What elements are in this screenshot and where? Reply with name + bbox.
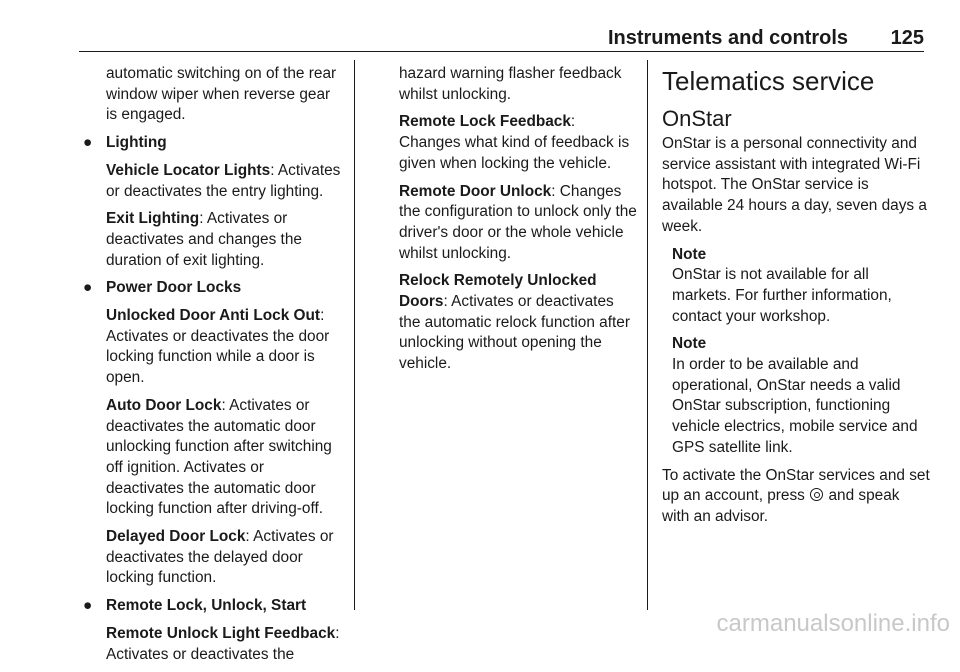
term: Unlocked Door Anti Lock Out [106, 307, 321, 325]
column-divider-2 [647, 60, 648, 610]
text: and speak with an advisor. [662, 487, 900, 525]
note [662, 334, 930, 458]
description: : Activates or deactivates the [106, 624, 340, 663]
paragraph [399, 182, 639, 265]
description: : Changes what kind of feedback is given when locking the vehicle. [399, 113, 630, 172]
term: Remote Lock Feedback [399, 113, 571, 131]
watermark: carmanualsonline.info [716, 610, 950, 637]
term: Delayed Door Lock [106, 528, 246, 546]
subsection-heading: OnStar [662, 106, 732, 131]
term: Vehicle Locator Lights [106, 161, 271, 179]
onstar-button-icon [810, 488, 823, 501]
description: : Activates or deactivates the delayed door locking function. [106, 528, 334, 587]
description: : Activates or deactivates the door locking function while a door is open. [106, 307, 330, 387]
bullet-icon: ● [83, 597, 93, 615]
column-2 [399, 64, 639, 382]
bullet-label: Remote Lock, Unlock, Start [106, 597, 307, 615]
bullet-remote [79, 596, 341, 617]
paragraph [399, 112, 639, 174]
term: Relock Remotely Unlocked Doors [399, 272, 597, 311]
bullet-label: Lighting [106, 134, 167, 152]
section-title: Instruments and controls [607, 27, 848, 49]
text: To activate the OnStar services and set up an account, press [662, 466, 930, 505]
term: Remote Unlock Light Feedback [106, 624, 336, 642]
term: Auto Door Lock [106, 396, 222, 414]
note [662, 245, 930, 328]
section-heading: Telematics service [662, 66, 875, 96]
header-rule [79, 51, 924, 52]
page-header [0, 0, 960, 52]
column-divider-1 [354, 60, 355, 610]
description: : Activates or deactivates the entry lighting. [106, 161, 341, 200]
description: : Activates or deactivates the automatic door unlocking function after switching off ignition. Activates or deactivates the automatic door locking function after driving-off. [106, 396, 332, 518]
paragraph [662, 466, 930, 528]
column-3 [662, 64, 930, 535]
description: : Activates or deactivates the automatic relock function after unlocking without opening the vehicle. [399, 293, 630, 373]
description: : Changes the configuration to unlock only the driver's door or the whole vehicle whilst unlocking. [399, 182, 637, 262]
note-label: Note [672, 245, 707, 263]
note-label: Note [672, 335, 707, 353]
paragraph [79, 306, 341, 389]
paragraph [79, 624, 341, 665]
note-text: In order to be available and operational, OnStar needs a valid OnStar subscription, functioning vehicle electrics, mobile service and GPS satellite link. [672, 356, 918, 456]
bullet-label: Power Door Locks [106, 279, 242, 297]
paragraph: automatic switching on of the rear window wiper when reverse gear is engaged. [106, 65, 337, 124]
paragraph: OnStar is a personal connectivity and service assistant with integrated Wi-Fi hotspot. The OnStar service is available 24 hours a day, seven days a week. [662, 135, 927, 235]
paragraph [79, 527, 341, 589]
bullet-power-door-locks [79, 278, 341, 299]
column-1 [79, 64, 341, 672]
bullet-icon: ● [83, 134, 93, 152]
paragraph [399, 271, 639, 375]
term: Remote Door Unlock [399, 182, 552, 200]
bullet-icon: ● [83, 279, 93, 297]
paragraph [79, 209, 341, 271]
paragraph: hazard warning flasher feedback whilst unlocking. [399, 65, 622, 103]
term: Exit Lighting [106, 210, 200, 228]
page-number: 125 [890, 27, 924, 49]
paragraph [79, 161, 341, 202]
bullet-lighting [79, 133, 341, 154]
description: : Activates or deactivates and changes the duration of exit lighting. [106, 210, 302, 269]
paragraph [79, 396, 341, 520]
note-text: OnStar is not available for all markets. For further information, contact your workshop. [672, 266, 892, 325]
